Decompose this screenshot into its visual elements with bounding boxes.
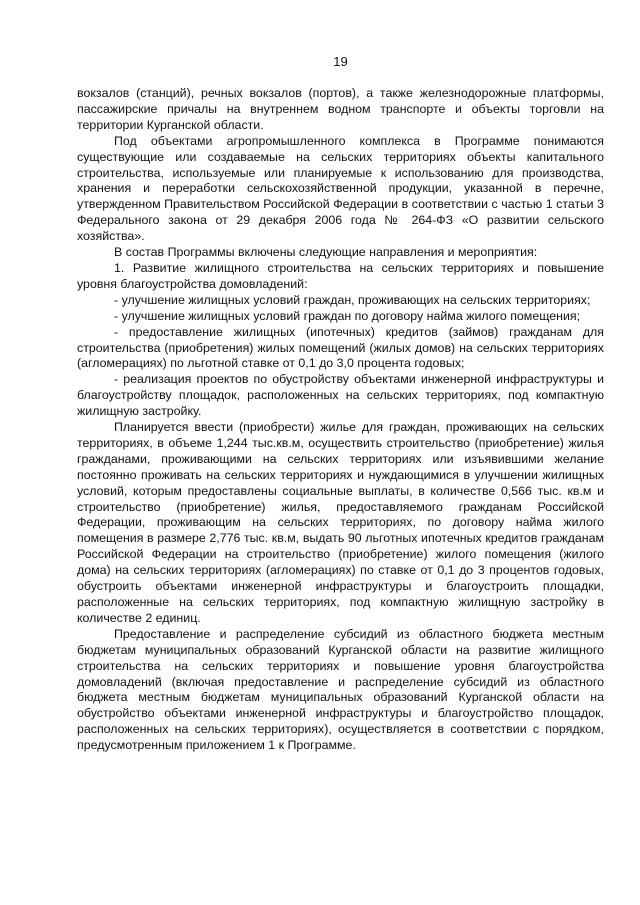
list-item-housing-conditions: - улучшение жилищных условий граждан, проживающих на сельских территориях; — [114, 292, 591, 307]
paragraph-direction-1: 1. Развитие жилищного строительства на сельских территориях и повышение уровня благоустройства домовладений: — [77, 260, 604, 291]
paragraph-housing-targets: Планируется ввести (приобрести) жилье для граждан, проживающих на сельских территориях, в объеме 1,244 тыс.кв.м, осуществить строительство (приобретение) жилья гражданами, проживающими на сельских территориях или изъявившими желание постоянно проживать на сельских территориях и нуждающимися в улучшении жилищных условий, которым предоставлены социальные выплаты, в количестве 0,566 тыс. кв.м и строительство (приобретение) жилья, предоставляемого гражданам Российской Федерации, проживающим на сельских территориях, по договору найма жилого помещения в размере 2,776 тыс. кв.м, выдать 90 льготных ипотечных кредитов гражданам Российской Федерации на строительство (приобретение) жилого помещения (жилого дома) на сельских территориях (агломерациях) по ставке от 0,1 до 3 процентов годовых, обустроить объектами инженерной инфраструктуры и благоустроить площадки, расположенные на сельских территориях, под компактную жилищную застройку в количестве 2 единиц. — [77, 420, 604, 625]
document-body — [77, 86, 604, 754]
paragraph-program-directions-intro: В состав Программы включены следующие направления и мероприятия: — [114, 245, 538, 260]
list-item-infrastructure-projects: - реализация проектов по обустройству объектами инженерной инфраструктуры и благоустройству площадок, расположенных на сельских территориях, под компактную жилищную застройку. — [77, 372, 604, 419]
page-number: 19 — [333, 54, 348, 69]
paragraph-agro-objects-definition: Под объектами агропромышленного комплекса в Программе понимаются существующие или создаваемые на сельских территориях объекты капитального строительства, используемые или планируемые к использованию для производства, хранения и переработки сельскохозяйственной продукции, указанной в перечне, утвержденном Правительством Российской Федерации в соответствии с частью 1 статьи 3 Федерального закона от 29 декабря 2006 года № 264-ФЗ «О развитии сельского хозяйства». — [77, 133, 604, 244]
list-item-mortgage-loans: - предоставление жилищных (ипотечных) кредитов (займов) гражданам для строительства (приобретения) жилых помещений (жилых домов) на сельских территориях (агломерациях) по льготной ставке от 0,1 до 3,0 процента годовых; — [77, 324, 604, 371]
paragraph-subsidies: Предоставление и распределение субсидий из областного бюджета местным бюджетам муниципальных образований Курганской области на развитие жилищного строительства на сельских территориях и повышение уровня благоустройства домовладений (включая предоставление и распределение субсидий из областного бюджета местным бюджетам муниципальных образований Курганской области на обустройство объектами инженерной инфраструктуры и благоустройство площадок, расположенных на сельских территориях), осуществляется в соответствии с порядком, предусмотренным приложением 1 к Программе. — [77, 626, 604, 753]
list-item-rental-housing: - улучшение жилищных условий граждан по договору найма жилого помещения; — [114, 308, 581, 323]
paragraph-transport-objects: вокзалов (станций), речных вокзалов (портов), а также железнодорожные платформы, пассажирские причалы на внутреннем водном транспорте и объекты торговли на территории Курганской области. — [77, 86, 604, 132]
